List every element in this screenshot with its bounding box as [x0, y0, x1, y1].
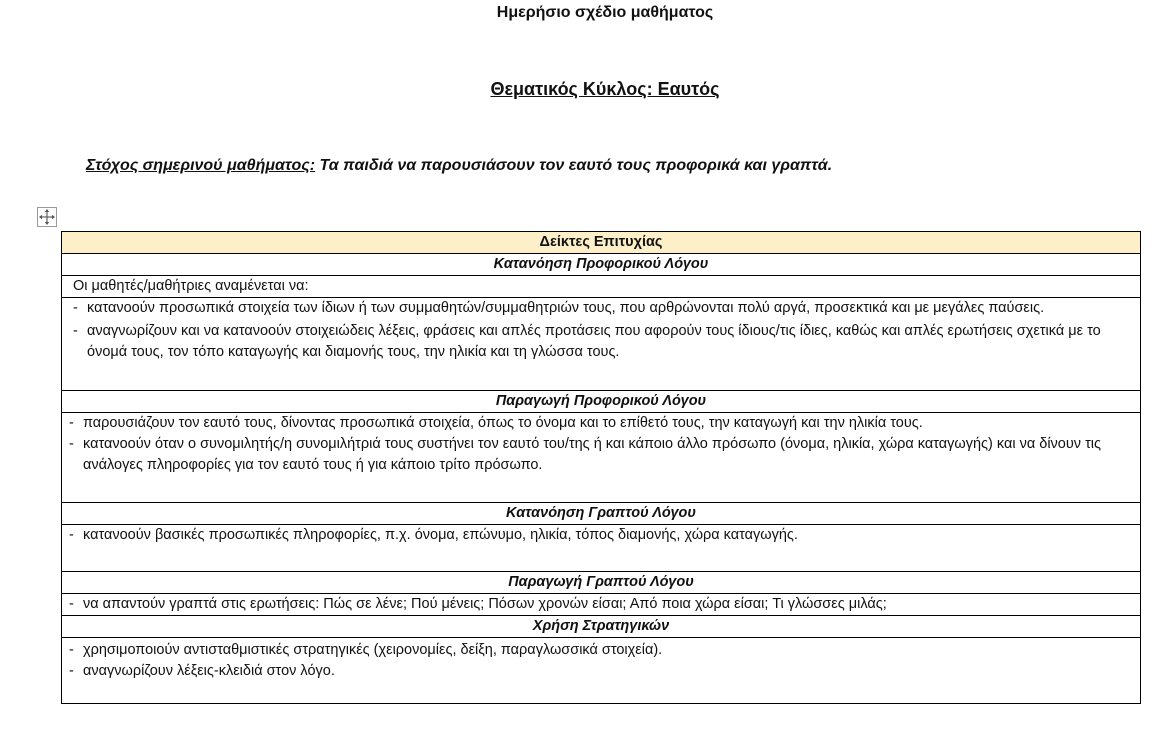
list-item-text: να απαντούν γραπτά στις ερωτήσεις: Πώς σε λένε; Πού μένεις; Πόσων χρονών είσαι; Από ποια χώρα είσαι; Τι γλώσσες μιλάς;	[83, 596, 887, 612]
bullet-dash: -	[69, 527, 74, 543]
section-body-written-comprehension	[62, 525, 1141, 572]
document-title: Ημερήσιο σχέδιο μαθήματος	[496, 4, 714, 21]
list-item	[69, 594, 1133, 615]
section-title-written-production: Παραγωγή Γραπτού Λόγου	[62, 572, 1141, 594]
section-body-oral-production	[62, 413, 1141, 503]
section-title-oral-production: Παραγωγή Προφορικού Λόγου	[62, 391, 1141, 413]
bullet-dash: -	[73, 300, 78, 316]
list-item	[69, 434, 1133, 476]
section-body-row	[62, 298, 1141, 391]
objective-label: Στόχος σημερινού μαθήματος:	[86, 157, 316, 174]
section-title-oral-comprehension: Κατανόηση Προφορικού Λόγου	[62, 254, 1141, 276]
section-intro-cell	[62, 276, 1141, 298]
list-item	[73, 321, 1133, 363]
bullet-dash: -	[69, 663, 74, 679]
list-item	[73, 298, 1133, 319]
list-item-text: χρησιμοποιούν αντισταθμιστικές στρατηγικές (χειρονομίες, δείξη, παραγλωσσικά στοιχεία).	[83, 642, 663, 658]
section-title-row	[62, 616, 1141, 638]
move-cross-arrows-icon	[38, 208, 56, 226]
table-move-handle[interactable]	[37, 207, 57, 227]
list-item	[69, 661, 1133, 682]
thematic-cycle-title: Θεματικός Κύκλος: Εαυτός	[490, 79, 720, 99]
section-title-row	[62, 572, 1141, 594]
list-item-text: παρουσιάζουν τον εαυτό τους, δίνοντας προσωπικά στοιχεία, όπως το όνομα και το επίθετό τους, την καταγωγή και την ηλικία τους.	[83, 415, 923, 431]
bullet-dash: -	[69, 642, 74, 658]
list-item-text: κατανοούν προσωπικά στοιχεία των ίδιων ή των συμμαθητών/συμμαθητριών τους, που αρθρώνονται πολύ αργά, προσεκτικά και με μεγάλες παύσεις.	[87, 300, 1045, 316]
section-body-row	[62, 413, 1141, 503]
section-body-oral-comprehension	[62, 298, 1141, 391]
list-item-text: κατανοούν όταν ο συνομιλητής/η συνομιλήτριά τους συστήνει τον εαυτό του/της ή και κάποιο άλλο πρόσωπο (όνομα, ηλικία, χώρα καταγωγής) και να δίνουν τις ανάλογες πληροφορίες για τον εαυτό τους ή για κάποιο τρίτο πρόσωπο.	[83, 436, 1102, 473]
section-title-strategies: Χρήση Στρατηγικών	[62, 616, 1141, 638]
list-item	[69, 640, 1133, 661]
section-title-row	[62, 503, 1141, 525]
bullet-dash: -	[69, 415, 74, 431]
list-item	[69, 525, 1133, 546]
success-indicators-table	[61, 231, 1141, 704]
section-title-written-comprehension: Κατανόηση Γραπτού Λόγου	[62, 503, 1141, 525]
intro-text: Οι μαθητές/μαθήτριες αναμένεται να:	[73, 278, 309, 294]
section-body-written-production	[62, 594, 1141, 616]
list-item	[69, 413, 1133, 434]
section-title-row	[62, 254, 1141, 276]
table-header-cell: Δείκτες Επιτυχίας	[62, 232, 1141, 254]
section-intro-row	[62, 276, 1141, 298]
bullet-dash: -	[69, 596, 74, 612]
lesson-objective	[86, 157, 832, 175]
bullet-dash: -	[69, 436, 74, 452]
section-body-row	[62, 638, 1141, 704]
section-title-row	[62, 391, 1141, 413]
list-item-text: αναγνωρίζουν και να κατανοούν στοιχειώδεις λέξεις, φράσεις και απλές προτάσεις που αφορούν τους ίδιους/τις ίδιες, καθώς και απλές ερωτήσεις σχετικά με το όνομά τους, τον τόπο καταγωγής και διαμονής τους, την ηλικία και τη γλώσσα τους.	[87, 323, 1101, 360]
list-item-text: αναγνωρίζουν λέξεις-κλειδιά στον λόγο.	[83, 663, 335, 679]
section-body-row	[62, 525, 1141, 572]
list-item-text: κατανοούν βασικές προσωπικές πληροφορίες, π.χ. όνομα, επώνυμο, ηλικία, τόπος διαμονής, χώρα καταγωγής.	[83, 527, 798, 543]
objective-text: Τα παιδιά να παρουσιάσουν τον εαυτό τους προφορικά και γραπτά.	[315, 157, 833, 174]
bullet-dash: -	[73, 323, 78, 339]
table-header-row	[62, 232, 1141, 254]
section-body-strategies	[62, 638, 1141, 704]
section-body-row	[62, 594, 1141, 616]
